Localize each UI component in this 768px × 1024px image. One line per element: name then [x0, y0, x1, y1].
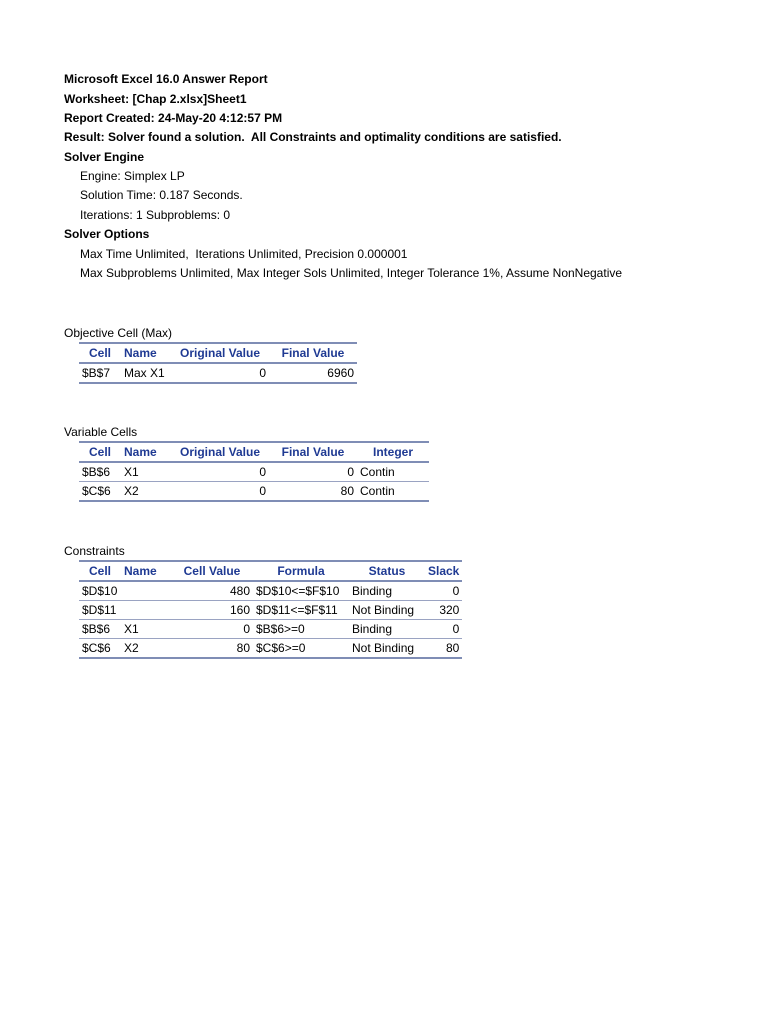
original-value: 0 — [171, 363, 269, 383]
variables-header-row — [79, 442, 429, 462]
solution-time-line: Solution Time: 0.187 Seconds. — [80, 188, 243, 202]
table-row — [79, 601, 462, 620]
cell-name — [121, 601, 171, 620]
col-header-cell-value: Cell Value — [171, 561, 253, 581]
col-header-name: Name — [121, 442, 171, 462]
col-header-name: Name — [121, 561, 171, 581]
slack: 320 — [425, 601, 462, 620]
cell-name: Max X1 — [121, 363, 171, 383]
slack: 0 — [425, 620, 462, 639]
objective-cell-label: Objective Cell (Max) — [64, 326, 173, 340]
constraints-header-row — [79, 561, 462, 581]
col-header-formula: Formula — [253, 561, 349, 581]
cell-ref: $B$6 — [79, 462, 121, 482]
options-line-2: Max Subproblems Unlimited, Max Integer Sols Unlimited, Integer Tolerance 1%, Assume NonNegative — [80, 266, 623, 280]
cell-value: 160 — [171, 601, 253, 620]
col-header-final-value: Final Value — [269, 442, 357, 462]
slack: 80 — [425, 639, 462, 659]
slack: 0 — [425, 581, 462, 601]
iterations-line: Iterations: 1 Subproblems: 0 — [80, 208, 231, 222]
formula: $B$6>=0 — [253, 620, 349, 639]
cell-name: X2 — [121, 482, 171, 502]
formula: $D$10<=$F$10 — [253, 581, 349, 601]
final-value: 6960 — [269, 363, 357, 383]
original-value: 0 — [171, 462, 269, 482]
table-row — [79, 462, 429, 482]
col-header-cell: Cell — [79, 343, 121, 363]
table-row — [79, 639, 462, 659]
col-header-slack: Slack — [425, 561, 462, 581]
status: Binding — [349, 620, 425, 639]
original-value: 0 — [171, 482, 269, 502]
solver-options-heading: Solver Options — [64, 227, 150, 241]
table-row — [79, 581, 462, 601]
cell-name — [121, 581, 171, 601]
worksheet-line: Worksheet: [Chap 2.xlsx]Sheet1 — [64, 92, 247, 106]
result-line: Result: Solver found a solution. All Constraints and optimality conditions are satisfied. — [64, 130, 562, 144]
col-header-final-value: Final Value — [269, 343, 357, 363]
formula: $D$11<=$F$11 — [253, 601, 349, 620]
cell-ref: $B$6 — [79, 620, 121, 639]
col-header-cell: Cell — [79, 561, 121, 581]
cell-name: X1 — [121, 620, 171, 639]
col-header-cell: Cell — [79, 442, 121, 462]
cell-ref: $B$7 — [79, 363, 121, 383]
engine-line: Engine: Simplex LP — [80, 169, 185, 183]
objective-header-row — [79, 343, 357, 363]
cell-value: 480 — [171, 581, 253, 601]
options-line-1: Max Time Unlimited, Iterations Unlimited, Precision 0.000001 — [80, 247, 408, 261]
col-header-status: Status — [349, 561, 425, 581]
cell-value: 80 — [171, 639, 253, 659]
formula: $C$6>=0 — [253, 639, 349, 659]
col-header-name: Name — [121, 343, 171, 363]
cell-ref: $D$11 — [79, 601, 121, 620]
table-row — [79, 363, 357, 383]
cell-name: X2 — [121, 639, 171, 659]
final-value: 0 — [269, 462, 357, 482]
final-value: 80 — [269, 482, 357, 502]
report-created-line: Report Created: 24-May-20 4:12:57 PM — [64, 111, 283, 125]
constraints-table — [79, 560, 462, 659]
report-title: Microsoft Excel 16.0 Answer Report — [64, 72, 268, 86]
cell-ref: $C$6 — [79, 639, 121, 659]
cell-ref: $C$6 — [79, 482, 121, 502]
cell-name: X1 — [121, 462, 171, 482]
variable-cells-table — [79, 441, 429, 502]
integer-type: Contin — [357, 482, 429, 502]
cell-value: 0 — [171, 620, 253, 639]
col-header-integer: Integer — [357, 442, 429, 462]
table-row — [79, 620, 462, 639]
integer-type: Contin — [357, 462, 429, 482]
col-header-original-value: Original Value — [171, 442, 269, 462]
table-row — [79, 482, 429, 502]
col-header-original-value: Original Value — [171, 343, 269, 363]
objective-table — [79, 342, 357, 384]
status: Binding — [349, 581, 425, 601]
status: Not Binding — [349, 601, 425, 620]
constraints-label: Constraints — [64, 544, 125, 558]
cell-ref: $D$10 — [79, 581, 121, 601]
solver-engine-heading: Solver Engine — [64, 150, 145, 164]
status: Not Binding — [349, 639, 425, 659]
variable-cells-label: Variable Cells — [64, 425, 138, 439]
